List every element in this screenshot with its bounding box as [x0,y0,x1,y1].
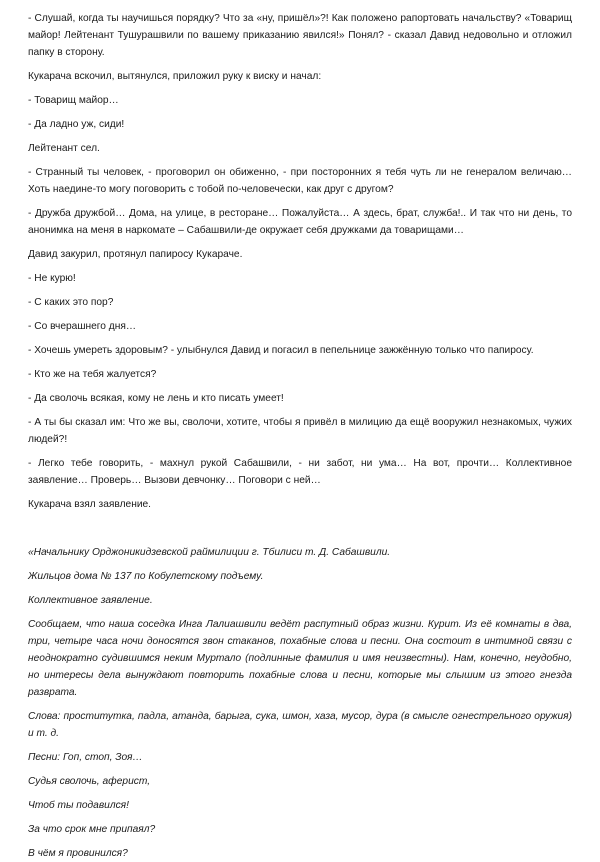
letter-title: Коллективное заявление. [28,595,153,606]
letter-song-line-2: Чтоб ты подавился! [28,800,129,811]
paragraph-tell-them: - А ты бы сказал им: Что же вы, сволочи, хотите, чтобы я привёл в милицию да ещё вооружил незнакомых, чужих людей?! [28,417,572,445]
paragraph-friendship: - Дружба дружбой… Дома, на улице, в ресторане… Пожалуйста… А здесь, брат, служба!.. И так что ни день, то анонимка на меня в наркомате – Сабашвили-де окружает себя дружками да товарищами… [28,208,572,236]
letter-song-line-4: В чём я провинился? [28,848,128,859]
letter-words: Слова: проститутка, падла, атанда, барыга, сука, шмон, хаза, мусор, дура (в смысле огнестрельного оружия) и т. д. [28,711,572,739]
paragraph-since-yesterday: - Со вчерашнего дня… [28,321,137,332]
paragraph-die-healthy: - Хочешь умереть здоровым? - улыбнулся Давид и погасил в пепельнице зажжённую только что папиросу. [28,345,534,356]
letter-body: Сообщаем, что наша соседка Инга Лалиашвили ведёт распутный образ жизни. Курит. Из её комнаты в два, три, четыре часа ночи доносятся звон стаканов, похабные слова и песни. Она состоит в интимной связи с неоднократно судившимся неким Муртало (подлинные фамилия и имя неизвестны). Нам, конечно, неудобно, но интересы дела вынуждают повторить похабные слова и песни, которые мы слышим из этого гнезда разврата. [28,619,572,698]
paragraph-comrade-major: - Товарищ майор… [28,95,119,106]
letter-song-line-3: За что срок мне припаял? [28,824,156,835]
section-spacer [28,513,572,537]
paragraph-report-order: - Слушай, когда ты научишься порядку? Что за «ну, пришёл»?! Как положено рапортовать начальству? «Товарищ майор! Лейтенант Тушурашвили по вашему приказанию явился!» Понял? - сказал Давид недовольно и отложил папку в сторону. [28,13,572,58]
letter-song-line-1: Судья сволочь, аферист, [28,776,151,787]
letter-addressee: «Начальнику Орджоникидзевской раймилиции г. Тбилиси т. Д. Сабашвили. [28,547,391,558]
paragraph-scoundrels: - Да сволочь всякая, кому не лень и кто писать умеет! [28,393,284,404]
letter-sender: Жильцов дома № 137 по Кобулетскому подъему. [28,571,264,582]
paragraph-easy-for-you: - Легко тебе говорить, - махнул рукой Сабашвили, - ни забот, ни ума… На вот, прочти… Коллективное заявление… Проверь… Вызови девчонку… Поговори с ней… [28,458,572,486]
paragraph-dont-smoke: - Не курю! [28,273,76,284]
paragraph-sit-down: - Да ладно уж, сиди! [28,119,125,130]
paragraph-who-complains: - Кто же на тебя жалуется? [28,369,157,380]
paragraph-david-smoked: Давид закурил, протянул папиросу Кукараче. [28,249,243,260]
paragraph-since-when: - С каких это пор? [28,297,114,308]
paragraph-lieutenant-sat: Лейтенант сел. [28,143,100,154]
paragraph-kukaracha-stands: Кукарача вскочил, вытянулся, приложил руку к виску и начал: [28,71,322,82]
letter-songs: Песни: Гоп, стоп, Зоя… [28,752,143,763]
paragraph-took-statement: Кукарача взял заявление. [28,499,152,510]
paragraph-strange-man: - Странный ты человек, - проговорил он обиженно, - при посторонних я тебя чуть ли не генералом величаю… Хоть наедине-то могу поговорить с тобой по-человечески, как друг с другом? [28,167,572,195]
